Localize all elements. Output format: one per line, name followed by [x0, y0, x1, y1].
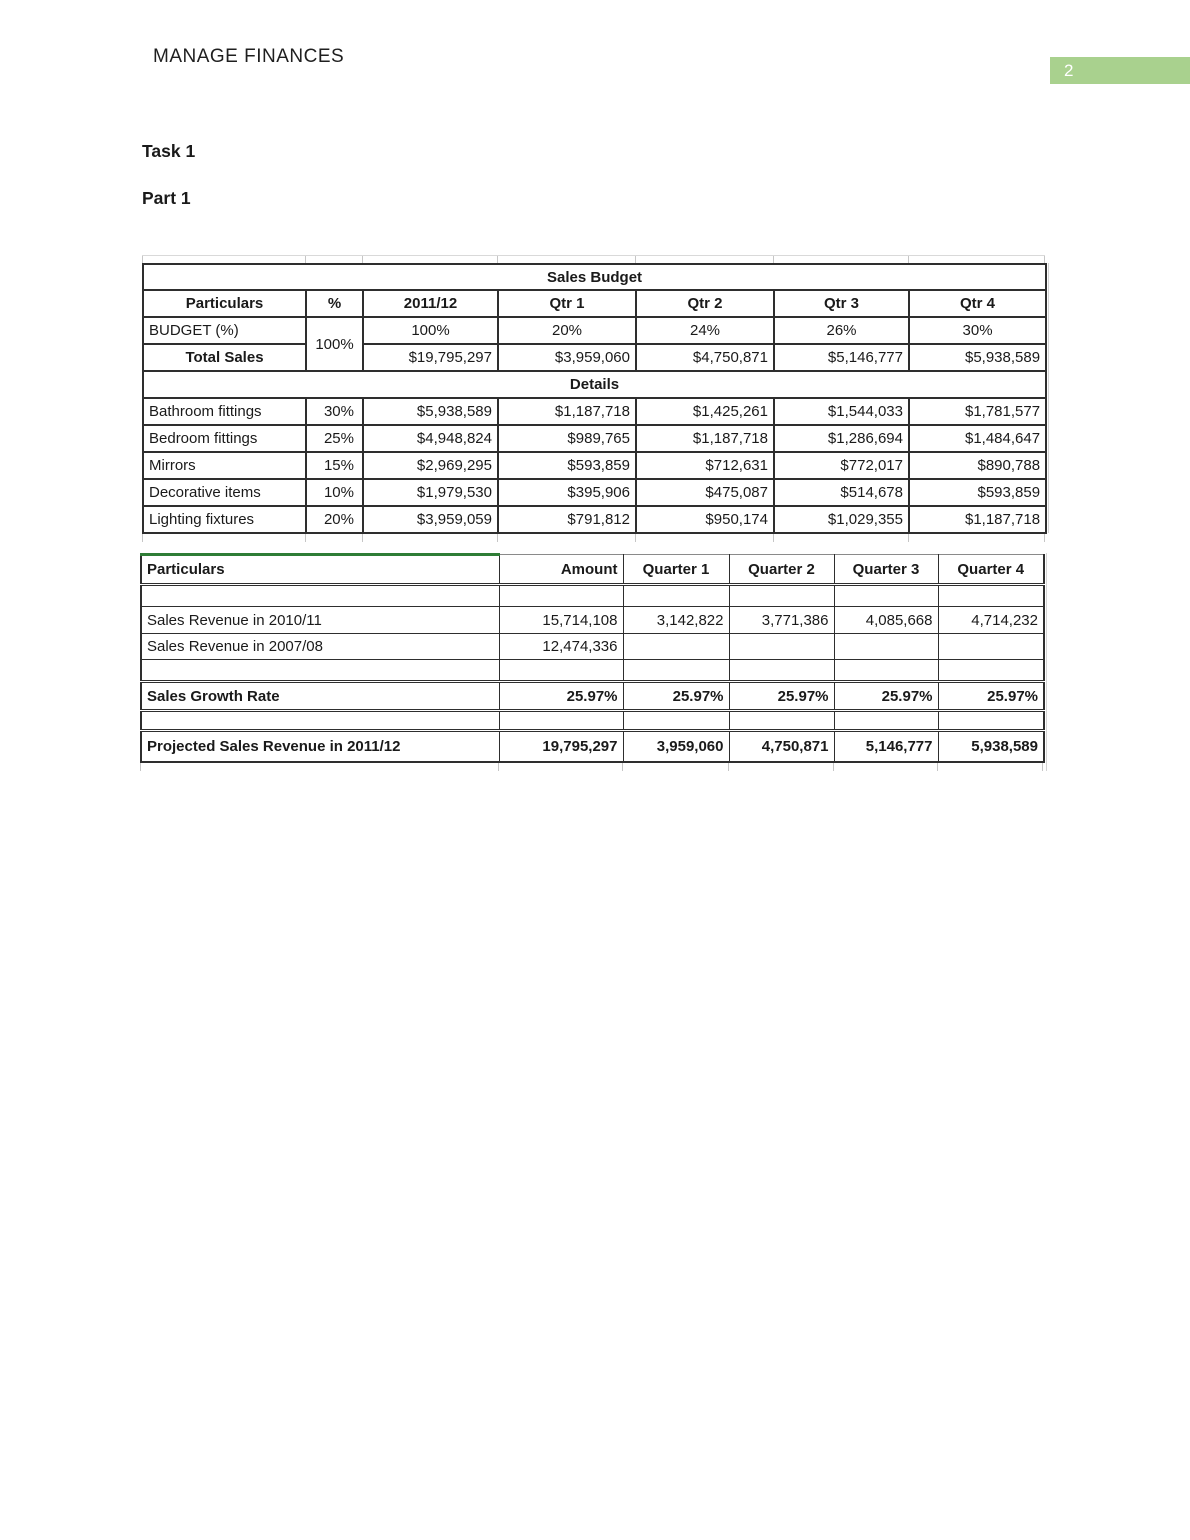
row-label: Projected Sales Revenue in 2011/12 [141, 731, 499, 762]
cell: $593,859 [498, 452, 636, 479]
cell-empty [499, 711, 623, 731]
cell: $1,187,718 [636, 425, 774, 452]
cell: $5,938,589 [909, 344, 1046, 371]
cell: $791,812 [498, 506, 636, 533]
cell: 26% [774, 317, 909, 344]
column-header-qtr3: Qtr 3 [774, 290, 909, 317]
table-row [141, 634, 1044, 660]
cell: $4,750,871 [636, 344, 774, 371]
column-header-quarter3: Quarter 3 [834, 555, 938, 585]
cell: $1,979,530 [363, 479, 498, 506]
cell: 25.97% [729, 682, 834, 711]
column-header-qtr1: Qtr 1 [498, 290, 636, 317]
cell: $1,187,718 [909, 506, 1046, 533]
table-row [143, 506, 1046, 533]
cell: $1,781,577 [909, 398, 1046, 425]
table-row [141, 607, 1044, 634]
cell: 25.97% [499, 682, 623, 711]
table-row [143, 452, 1046, 479]
cell: 12,474,336 [499, 634, 623, 660]
merged-percent-cell: 100% [306, 317, 363, 371]
table-row [143, 479, 1046, 506]
cell: 25.97% [938, 682, 1044, 711]
spacer-row [141, 711, 1044, 731]
cell-empty [623, 585, 729, 607]
row-label: BUDGET (%) [143, 317, 306, 344]
cell: $475,087 [636, 479, 774, 506]
row-label: Sales Revenue in 2010/11 [141, 607, 499, 634]
page-number: 2 [1064, 61, 1074, 80]
column-header-amount: Amount [499, 555, 623, 585]
cell: $989,765 [498, 425, 636, 452]
cell: $1,425,261 [636, 398, 774, 425]
task-heading: Task 1 [142, 141, 196, 161]
cell-empty [499, 585, 623, 607]
column-header-quarter2: Quarter 2 [729, 555, 834, 585]
cell: $3,959,060 [498, 344, 636, 371]
cell: $593,859 [909, 479, 1046, 506]
cell: 20% [306, 506, 363, 533]
cell-empty [499, 660, 623, 682]
cell: 19,795,297 [499, 731, 623, 762]
cell: $1,029,355 [774, 506, 909, 533]
cell-empty [938, 585, 1044, 607]
cell-empty [938, 711, 1044, 731]
cell: $4,948,824 [363, 425, 498, 452]
cell: $950,174 [636, 506, 774, 533]
cell: 15,714,108 [499, 607, 623, 634]
cell-empty [141, 585, 499, 607]
gridline-right [1046, 553, 1047, 771]
gridline-right [1048, 263, 1049, 533]
total-sales-row [143, 344, 1046, 371]
row-label: Sales Growth Rate [141, 682, 499, 711]
cell: 10% [306, 479, 363, 506]
cell: $19,795,297 [363, 344, 498, 371]
spacer-row [141, 660, 1044, 682]
cell: 4,714,232 [938, 607, 1044, 634]
cell: $395,906 [498, 479, 636, 506]
cell: 30% [306, 398, 363, 425]
cell: $1,544,033 [774, 398, 909, 425]
cell-empty [834, 634, 938, 660]
table-row [143, 425, 1046, 452]
cell-empty [729, 585, 834, 607]
cell: $3,959,059 [363, 506, 498, 533]
cell: 100% [363, 317, 498, 344]
cell: 4,085,668 [834, 607, 938, 634]
part-heading: Part 1 [142, 188, 191, 208]
row-label: Bedroom fittings [143, 425, 306, 452]
cell: $1,484,647 [909, 425, 1046, 452]
cell: $514,678 [774, 479, 909, 506]
cell-empty [623, 711, 729, 731]
cell: $890,788 [909, 452, 1046, 479]
cell: 20% [498, 317, 636, 344]
cell: 5,938,589 [938, 731, 1044, 762]
cell: $5,146,777 [774, 344, 909, 371]
column-header-particulars: Particulars [143, 290, 306, 317]
cell: 25% [306, 425, 363, 452]
column-header-quarter1: Quarter 1 [623, 555, 729, 585]
cell-empty [938, 660, 1044, 682]
gridline-sliver-top [142, 255, 1045, 263]
cell-empty [834, 585, 938, 607]
revenue-table [140, 553, 1045, 763]
gridline-sliver-bottom [142, 534, 1045, 542]
cell: 4,750,871 [729, 731, 834, 762]
column-header-quarter4: Quarter 4 [938, 555, 1044, 585]
cell-empty [623, 660, 729, 682]
table-title: Sales Budget [143, 264, 1046, 290]
cell: 5,146,777 [834, 731, 938, 762]
sales-budget-table-block [142, 255, 1052, 542]
cell: 30% [909, 317, 1046, 344]
cell-empty [141, 711, 499, 731]
table-row [143, 398, 1046, 425]
column-header-particulars: Particulars [141, 555, 499, 585]
cell-empty [834, 711, 938, 731]
cell-empty [141, 660, 499, 682]
cell: $1,187,718 [498, 398, 636, 425]
spacer-row [141, 585, 1044, 607]
row-label: Lighting fixtures [143, 506, 306, 533]
row-label: Sales Revenue in 2007/08 [141, 634, 499, 660]
cell: $5,938,589 [363, 398, 498, 425]
cell-empty [729, 660, 834, 682]
column-header-qtr4: Qtr 4 [909, 290, 1046, 317]
gridline-sliver-bottom [140, 763, 1043, 771]
cell: 3,771,386 [729, 607, 834, 634]
column-header-qtr2: Qtr 2 [636, 290, 774, 317]
sales-budget-table [142, 263, 1047, 534]
sales-growth-rate-row [141, 682, 1044, 711]
cell: 15% [306, 452, 363, 479]
cell-empty [834, 660, 938, 682]
column-header-percent: % [306, 290, 363, 317]
row-label: Bathroom fittings [143, 398, 306, 425]
projected-sales-revenue-row [141, 731, 1044, 762]
details-section-title: Details [143, 371, 1046, 398]
column-header-year: 2011/12 [363, 290, 498, 317]
cell: 3,959,060 [623, 731, 729, 762]
row-label: Decorative items [143, 479, 306, 506]
cell: $2,969,295 [363, 452, 498, 479]
page-number-badge [1050, 57, 1190, 84]
cell: 3,142,822 [623, 607, 729, 634]
revenue-table-block [140, 553, 1050, 771]
cell-empty [729, 634, 834, 660]
cell-empty [623, 634, 729, 660]
budget-percent-row [143, 317, 1046, 344]
cell: $1,286,694 [774, 425, 909, 452]
cell-empty [938, 634, 1044, 660]
cell: 24% [636, 317, 774, 344]
cell: 25.97% [834, 682, 938, 711]
cell: $772,017 [774, 452, 909, 479]
row-label: Total Sales [143, 344, 306, 371]
cell-empty [729, 711, 834, 731]
row-label: Mirrors [143, 452, 306, 479]
cell: 25.97% [623, 682, 729, 711]
cell: $712,631 [636, 452, 774, 479]
document-title: MANAGE FINANCES [153, 46, 345, 67]
